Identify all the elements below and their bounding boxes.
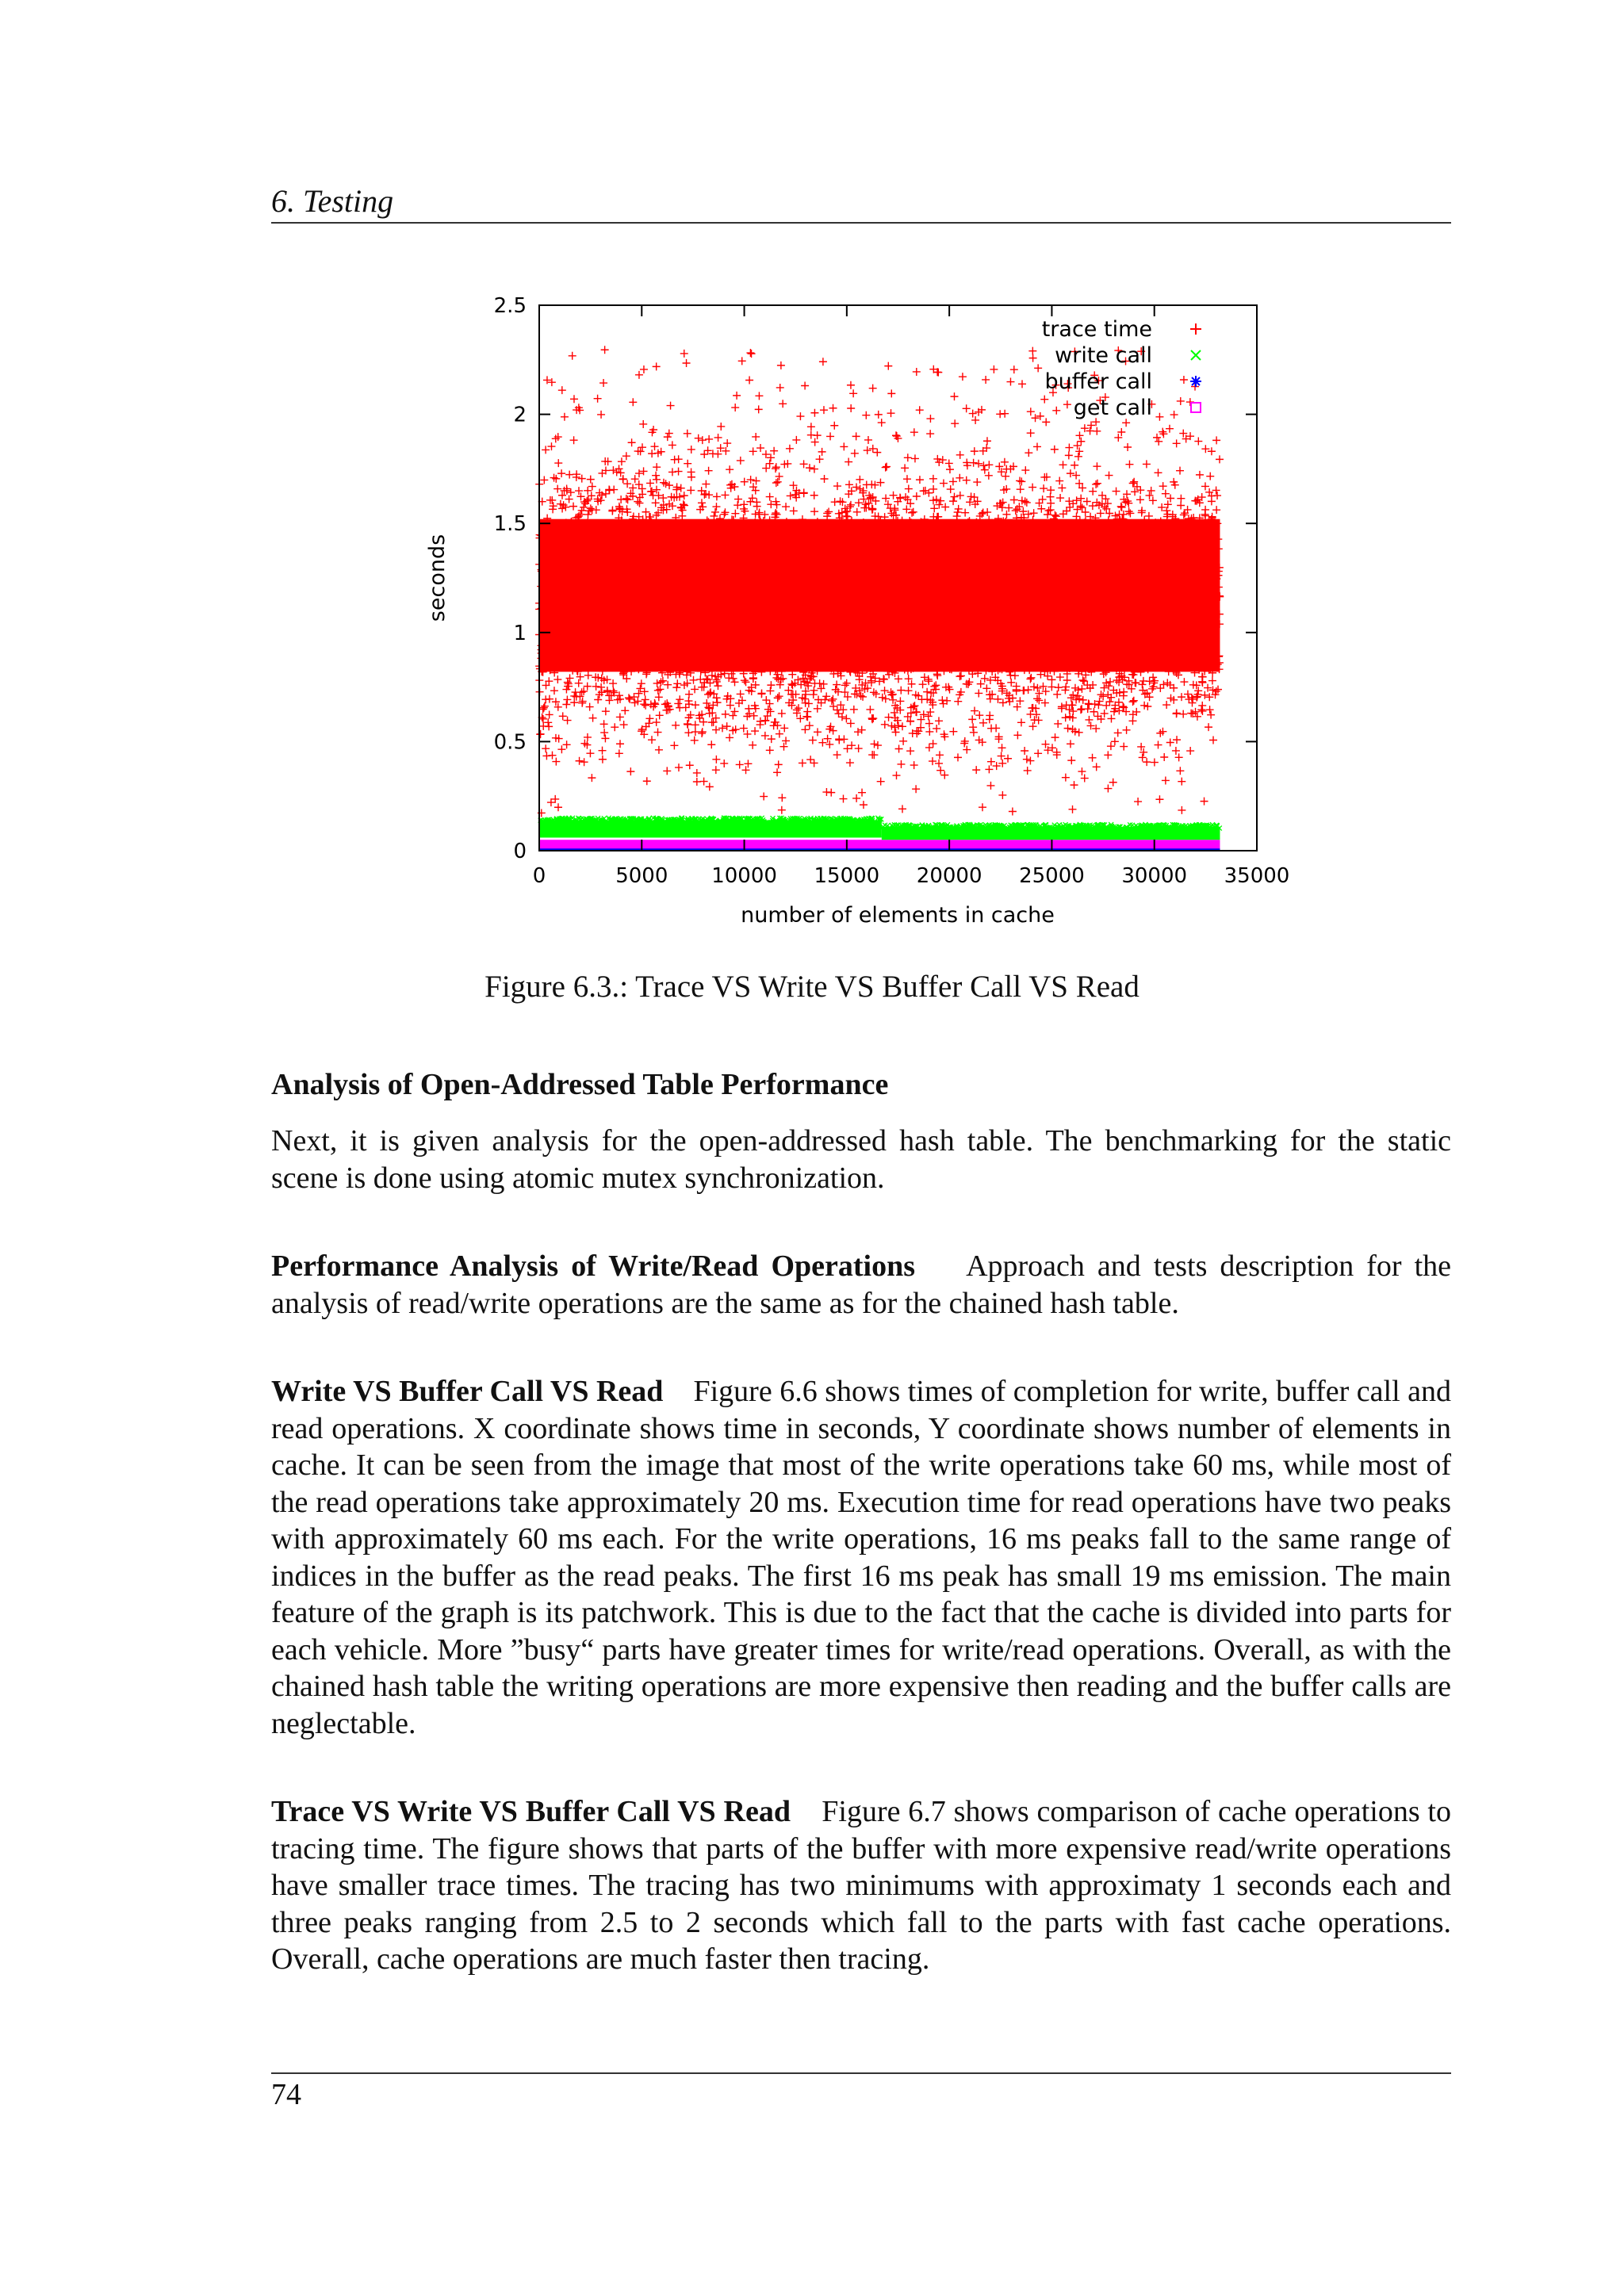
x-tick-label: 5000 (615, 864, 668, 888)
y-tick-label: 2.5 (493, 294, 527, 318)
paragraph-heading: Performance Analysis of Write/Read Operations (271, 1249, 916, 1283)
running-header: 6. Testing (271, 183, 394, 219)
x-tick-label: 15000 (814, 864, 880, 888)
legend-marker-write-call (1191, 350, 1201, 360)
paragraph-body: Figure 6.7 shows comparison of cache operations to tracing time. The figure shows that parts of the buffer with more expensive read/write operations have smaller trace times. The tracing has two minimums with approximaty 1 seconds each and three peaks ranging from 2.5 to 2 seconds which fall to the parts with fast cache operations. Overall, cache operations are much faster then tracing. (271, 1795, 1451, 1976)
legend-marker-get-call (1191, 403, 1201, 412)
paragraph-trace-write-buffer-read (271, 1793, 1451, 1978)
scatter-chart (420, 281, 1324, 939)
y-tick-label: 0.5 (493, 730, 527, 755)
plot-points (535, 346, 1224, 851)
y-tick-label: 2 (513, 403, 527, 427)
x-tick-label: 10000 (711, 864, 777, 888)
paragraph-write-read (271, 1248, 1451, 1322)
x-tick-label: 20000 (916, 864, 982, 888)
y-axis-label: seconds (425, 534, 450, 622)
paragraph-heading: Write VS Buffer Call VS Read (271, 1375, 664, 1408)
figure-caption: Figure 6.3.: Trace VS Write VS Buffer Call VS Read (485, 970, 1139, 1004)
legend-label-trace-time: trace time (1041, 317, 1152, 342)
legend-marker-buffer-call (1190, 376, 1201, 387)
legend-marker-trace-time (1190, 323, 1201, 335)
footer-rule (271, 2072, 1451, 2074)
header-rule (271, 222, 1451, 224)
x-tick-label: 25000 (1019, 864, 1085, 888)
x-tick-label: 35000 (1224, 864, 1290, 888)
x-axis-label: number of elements in cache (741, 903, 1055, 928)
paragraph-intro: Next, it is given analysis for the open-addressed hash table. The benchmarking for the static scene is done using atomic mutex synchronization. (271, 1124, 1451, 1195)
legend-label-buffer-call: buffer call (1044, 369, 1152, 394)
paragraph-body: Approach and tests description for the analysis of read/write operations are the same as for the chained hash table. (271, 1249, 1451, 1320)
paragraph-heading: Trace VS Write VS Buffer Call VS Read (271, 1795, 791, 1828)
section-heading: Analysis of Open-Addressed Table Performance (271, 1068, 889, 1101)
page-number: 74 (271, 2078, 301, 2111)
paragraph-body: Figure 6.6 shows times of completion for write, buffer call and read operations. X coordinate shows time in seconds, Y coordinate shows number of elements in cache. It can be seen from the image that most of the write operations take 60 ms, while most of the read operations take approximately 20 ms. Execution time for read operations have two peaks with approximately 60 ms each. For the write operations, 16 ms peaks fall to the same range of indices in the buffer as the read peaks. The first 16 ms peak has small 19 ms emission. The main feature of the graph is its patchwork. This is due to the fact that the cache is divided into parts for each vehicle. More ”busy“ parts have greater times for write/read operations. Overall, as with the chained hash table the writing operations are more expensive then reading and the buffer calls are neglectable. (271, 1375, 1452, 1740)
legend-label-get-call: get call (1073, 396, 1152, 420)
paragraph-write-buffer-read (271, 1373, 1451, 1742)
y-tick-label: 0 (513, 840, 527, 863)
y-tick-label: 1 (513, 621, 527, 645)
legend-label-write-call: write call (1055, 343, 1152, 368)
x-tick-label: 30000 (1121, 864, 1188, 888)
y-tick-label: 1.5 (493, 512, 527, 537)
x-tick-label: 0 (532, 864, 546, 888)
